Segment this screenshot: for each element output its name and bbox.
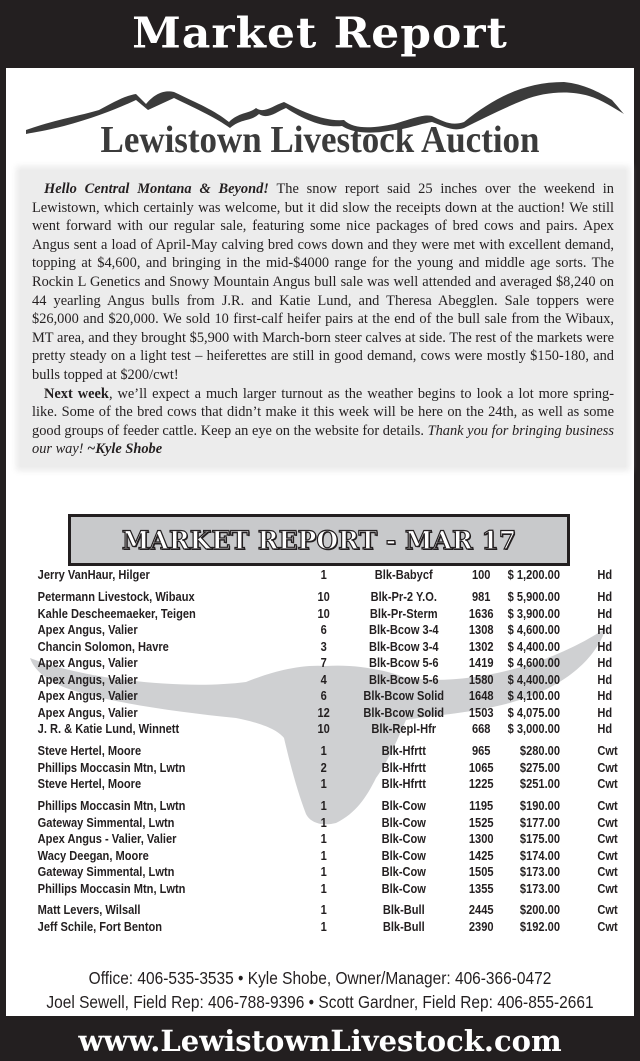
weight: 1065	[468, 760, 494, 775]
description: Blk-Cow	[381, 881, 426, 896]
unit: Cwt	[597, 744, 618, 758]
price: $ 1,200.00	[507, 568, 560, 582]
weight: 981	[471, 590, 491, 604]
table-row	[6, 672, 613, 690]
quantity: 10	[317, 590, 330, 604]
quantity: 1	[320, 903, 327, 917]
table-row	[6, 744, 618, 761]
unit: Hd	[597, 639, 613, 654]
weight: 1195	[469, 799, 494, 813]
weight: 1225	[468, 777, 494, 791]
quantity: 6	[320, 689, 327, 703]
consignor: Gateway Simmental, Lwtn	[37, 865, 175, 879]
price: $275.00	[519, 760, 560, 775]
paragraph-2-body: , we’ll expect a much larger turnout as the weather begins to look a lot more spring-like. Some of the bred cows that didn’t make it this week will be here on the 24th, as well as some good groups of feeder cattle. Keep an eye on the website for details.	[32, 385, 615, 439]
consignor: Apex Angus, Valier	[37, 689, 138, 703]
table-row	[6, 848, 618, 866]
weight: 1505	[468, 865, 494, 879]
quantity: 7	[320, 656, 327, 670]
unit: Cwt	[597, 777, 618, 791]
table-row	[6, 705, 613, 723]
table-row	[6, 799, 618, 816]
weight: 965	[471, 744, 491, 758]
table-row	[6, 815, 618, 833]
table-row	[6, 881, 618, 899]
description: Blk-Hfrtt	[381, 777, 426, 791]
unit: Cwt	[597, 799, 618, 813]
weight: 2390	[468, 919, 494, 934]
consignor: Petermann Livestock, Wibaux	[37, 590, 195, 604]
unit: Hd	[597, 705, 613, 720]
price: $173.00	[519, 865, 560, 879]
consignor: Jeff Schile, Fort Benton	[37, 919, 163, 934]
description: Blk-Bull	[382, 919, 425, 934]
quantity: 1	[320, 881, 327, 896]
unit: Hd	[597, 590, 613, 604]
organization-name: Lewistown Livestock Auction	[100, 119, 540, 161]
price: $ 4,100.00	[507, 689, 560, 703]
weight: 1419	[468, 656, 494, 670]
weight: 1648	[468, 689, 494, 703]
description: Blk-Bcow 5-6	[368, 672, 439, 687]
description: Blk-Bull	[382, 903, 425, 917]
unit: Cwt	[597, 760, 618, 775]
table-row	[6, 656, 613, 673]
quantity: 1	[320, 848, 327, 863]
quantity: 1	[320, 777, 327, 791]
unit: Cwt	[597, 848, 618, 863]
table-row	[6, 832, 618, 849]
consignor: Apex Angus, Valier	[37, 705, 138, 720]
paragraph-1-body: The snow report said 25 inches over the weekend in Lewistown, which certainly was welcome, but it did slow the receipts down at the auction! We still went forward with our regular sale, featuring some nice packages of bred cows and pairs. Apex Angus sent a load of April-May calving bred cows down and they were met with excellent demand, topping at $4,600, and bringing in the mid-$4000 range for the young and middle age sorts. The Rockin L Genetics and Snowy Mountain Angus bull sale was well attended and averaged $8,240 on 44 yearling Angus bulls from J.R. and Katie Lund, and Theresa Abegglen. Sale toppers were $26,000 and $20,000. We sold 10 first-calf heifer pairs at the end of the bull sale from the Wibaux, MT area, and they brought $5,900 with March-born steer calves at side. The rest of the markets were pretty steady on a light test – heiferettes are still in good demand, cows were mostly $150-180, and bulls topped at $200/cwt!	[32, 181, 614, 383]
consignor: Steve Hertel, Moore	[37, 744, 142, 758]
unit: Cwt	[597, 881, 618, 896]
consignor: Apex Angus, Valier	[37, 656, 138, 670]
table-row	[6, 689, 613, 706]
description: Blk-Cow	[381, 865, 426, 879]
description: Blk-Repl-Hfr	[371, 722, 437, 736]
market-report-title: MARKET REPORT - MAR 17	[121, 525, 517, 555]
unit: Hd	[597, 568, 613, 582]
description: Blk-Babycf	[374, 568, 433, 582]
quantity: 1	[320, 799, 327, 813]
consignor: Kahle Descheemaeker, Teigen	[37, 606, 196, 621]
consignor: Wacy Deegan, Moore	[37, 848, 149, 863]
greeting: Hello Central Montana & Beyond!	[44, 181, 269, 197]
consignor: Apex Angus, Valier	[37, 672, 138, 687]
consignor: Phillips Moccasin Mtn, Lwtn	[37, 760, 186, 775]
description: Blk-Bcow 5-6	[368, 656, 439, 670]
price: $ 4,400.00	[507, 639, 560, 654]
consignor: Gateway Simmental, Lwtn	[37, 815, 175, 830]
consignor: Matt Levers, Wilsall	[37, 903, 141, 917]
quantity: 1	[320, 744, 327, 758]
contact-line-office: Office: 406-535-3535 • Kyle Shobe, Owner/Manager: 406-366-0472	[88, 968, 552, 988]
website-link[interactable]: www.LewistownLivestock.com	[78, 1024, 562, 1058]
market-report-banner	[68, 514, 570, 566]
quantity: 10	[317, 722, 330, 736]
unit: Cwt	[597, 919, 618, 934]
unit: Hd	[597, 689, 613, 703]
unit: Hd	[597, 606, 613, 621]
table-row	[6, 777, 618, 794]
quantity: 2	[320, 760, 327, 775]
weight: 1425	[468, 848, 494, 863]
price: $190.00	[519, 799, 560, 813]
description: Blk-Pr-Sterm	[369, 606, 438, 621]
content-panel	[6, 68, 634, 1016]
weight: 1302	[468, 639, 494, 654]
contact-info	[6, 966, 634, 1014]
description: Blk-Cow	[381, 848, 426, 863]
quantity: 1	[320, 815, 327, 830]
weight: 100	[471, 568, 491, 582]
description: Blk-Bcow 3-4	[368, 639, 439, 654]
table-row	[6, 865, 618, 882]
consignor: Phillips Moccasin Mtn, Lwtn	[37, 799, 186, 813]
quantity: 1	[320, 832, 327, 846]
unit: Cwt	[597, 903, 618, 917]
weight: 1580	[468, 672, 494, 687]
quantity: 10	[317, 606, 330, 621]
price: $ 4,075.00	[507, 705, 560, 720]
table-row	[6, 903, 618, 920]
unit: Hd	[597, 623, 613, 637]
price: $280.00	[519, 744, 560, 758]
price: $ 5,900.00	[507, 590, 560, 604]
price: $175.00	[519, 832, 560, 846]
quantity: 4	[320, 672, 327, 687]
weight: 1355	[468, 881, 494, 896]
quantity: 3	[320, 639, 327, 654]
unit: Hd	[597, 672, 613, 687]
quantity: 1	[320, 568, 327, 582]
description: Blk-Bcow Solid	[363, 689, 445, 703]
price: $ 4,600.00	[507, 656, 560, 670]
price: $192.00	[519, 919, 560, 934]
consignor: Phillips Moccasin Mtn, Lwtn	[37, 881, 186, 896]
weight: 1503	[468, 705, 494, 720]
intro-paragraph-1	[32, 180, 614, 385]
intro-paragraph-2	[32, 385, 614, 459]
price: $177.00	[519, 815, 560, 830]
page-title: Market Report	[132, 8, 508, 58]
table-row	[6, 623, 613, 640]
consignor: Apex Angus - Valier, Valier	[37, 832, 177, 846]
description: Blk-Cow	[381, 799, 426, 813]
price: $173.00	[519, 881, 560, 896]
unit: Hd	[597, 656, 613, 670]
description: Blk-Bcow Solid	[363, 705, 445, 720]
unit: Cwt	[597, 865, 618, 879]
weight: 1525	[468, 815, 494, 830]
consignor: Apex Angus, Valier	[37, 623, 138, 637]
consignor: Jerry VanHaur, Hilger	[37, 568, 150, 582]
table-row	[6, 722, 613, 739]
weight: 1636	[468, 606, 494, 621]
table-row	[6, 919, 618, 937]
table-row	[6, 590, 613, 607]
next-week-label: Next week	[44, 385, 109, 402]
quantity: 1	[320, 865, 327, 879]
table-row	[6, 760, 618, 778]
quantity: 6	[320, 623, 327, 637]
unit: Cwt	[597, 815, 618, 830]
price: $ 4,400.00	[507, 672, 560, 687]
contact-line-field-reps: Joel Sewell, Field Rep: 406-788-9396 • Scott Gardner, Field Rep: 406-855-2661	[46, 992, 594, 1012]
price: $174.00	[519, 848, 560, 863]
weight: 1300	[468, 832, 494, 846]
description: Blk-Hfrtt	[381, 760, 426, 775]
description: Blk-Pr-2 Y.O.	[370, 590, 437, 604]
unit: Hd	[597, 722, 613, 736]
description: Blk-Cow	[381, 832, 426, 846]
price: $ 4,600.00	[507, 623, 560, 637]
unit: Cwt	[597, 832, 618, 846]
table-row	[6, 639, 613, 657]
description: Blk-Hfrtt	[381, 744, 426, 758]
signature: ~Kyle Shobe	[83, 441, 163, 458]
description: Blk-Bcow 3-4	[368, 623, 439, 637]
weight: 1308	[468, 623, 494, 637]
price: $ 3,900.00	[507, 606, 560, 621]
table-row	[6, 606, 613, 624]
price: $200.00	[519, 903, 560, 917]
weight: 668	[471, 722, 491, 736]
intro-text-block	[20, 170, 626, 467]
consignor: Steve Hertel, Moore	[37, 777, 142, 791]
consignor: Chancin Solomon, Havre	[37, 639, 169, 654]
quantity: 12	[317, 705, 330, 720]
thanks-text: Thank you for bringing business our way!	[32, 422, 614, 458]
price: $ 3,000.00	[507, 722, 560, 736]
price: $251.00	[519, 777, 560, 791]
consignor: J. R. & Katie Lund, Winnett	[37, 722, 180, 736]
description: Blk-Cow	[381, 815, 426, 830]
quantity: 1	[320, 919, 327, 934]
weight: 2445	[468, 903, 494, 917]
table-row	[6, 568, 613, 585]
